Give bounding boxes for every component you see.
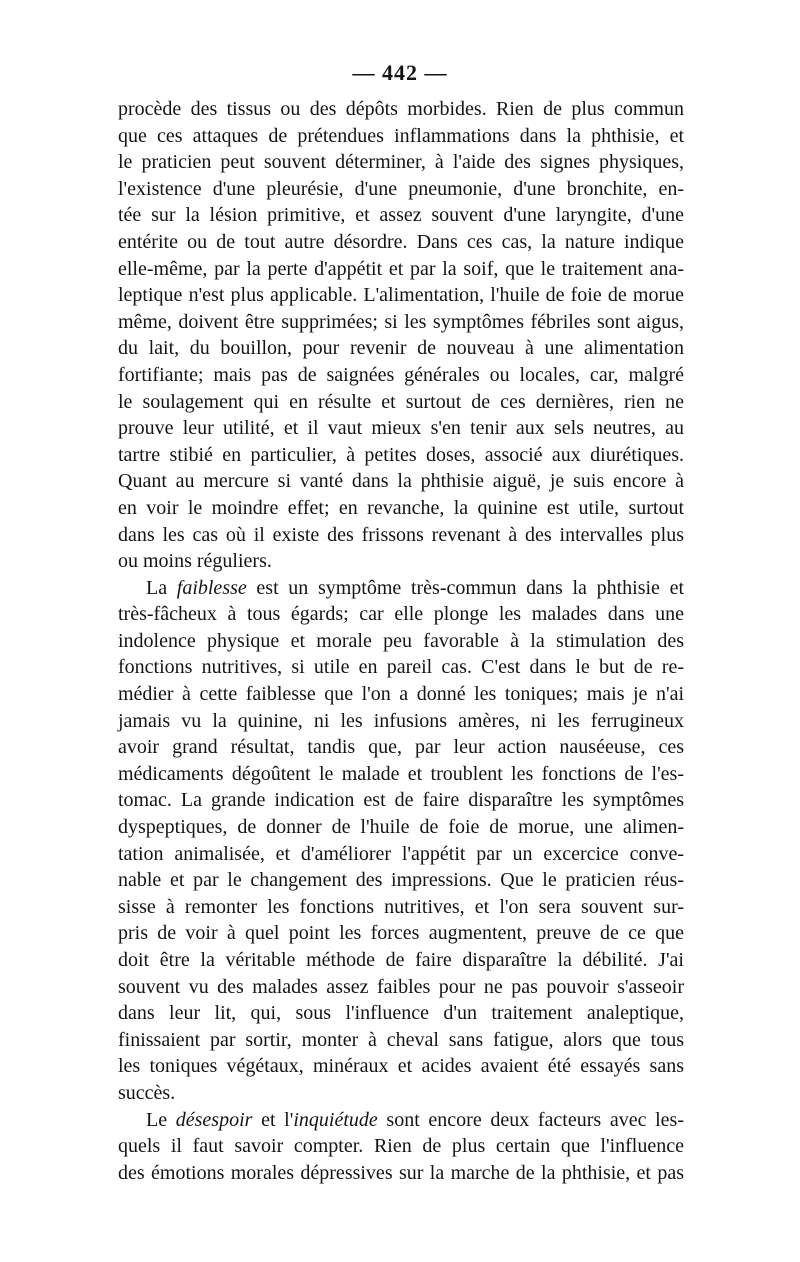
text-line: même, doivent être supprimées; si les symptômes fébriles sont aigus, bbox=[118, 310, 684, 333]
text-line: médicaments dégoûtent le malade et troublent les fonctions de l'es- bbox=[118, 762, 684, 785]
text-line: jamais vu la quinine, ni les infusions amères, ni les ferrugineux bbox=[118, 709, 684, 732]
text-line: l'existence d'une pleurésie, d'une pneumonie, d'une bronchite, en- bbox=[118, 177, 684, 200]
text-line: pris de voir à quel point les forces augmentent, preuve de ce que bbox=[118, 922, 684, 945]
emphasized-term: faiblesse bbox=[176, 576, 247, 599]
text-line: le soulagement qui en résulte et surtout de ces dernières, rien ne bbox=[118, 390, 684, 413]
text-line: succès. bbox=[118, 1081, 176, 1104]
text-line: tartre stibié en particulier, à petites doses, associé aux diurétiques. bbox=[118, 443, 684, 466]
text-line: souvent vu des malades assez faibles pour ne pas pouvoir s'asseoir bbox=[118, 975, 684, 998]
text-line: Quant au mercure si vanté dans la phthisie aiguë, je suis encore à bbox=[118, 470, 684, 493]
text-run: sont encore deux facteurs avec les- bbox=[377, 1108, 684, 1131]
body-text bbox=[118, 96, 684, 1186]
text-line: entérite ou de tout autre désordre. Dans ces cas, la nature indique bbox=[118, 230, 684, 253]
text-line: avoir grand résultat, tandis que, par leur action nauséeuse, ces bbox=[118, 736, 684, 759]
text-line: le praticien peut souvent déterminer, à l'aide des signes physiques, bbox=[118, 151, 684, 174]
text-line: en voir le moindre effet; en revanche, la quinine est utile, surtout bbox=[118, 496, 684, 519]
emphasized-term: inquiétude bbox=[293, 1108, 378, 1131]
text-run: et l' bbox=[252, 1108, 294, 1131]
text-line: des émotions morales dépressives sur la marche de la phthisie, et pas bbox=[118, 1161, 684, 1184]
text-line: tée sur la lésion primitive, et assez souvent d'une laryngite, d'une bbox=[118, 204, 684, 227]
text-line: fortifiante; mais pas de saignées générales ou locales, car, malgré bbox=[118, 363, 684, 386]
text-line: indolence physique et morale peu favorable à la stimulation des bbox=[118, 629, 684, 652]
text-line: tomac. La grande indication est de faire disparaître les symptômes bbox=[118, 789, 684, 812]
text-line: les toniques végétaux, minéraux et acides avaient été essayés sans bbox=[118, 1055, 684, 1078]
text-line bbox=[118, 1107, 684, 1134]
text-line: très-fâcheux à tous égards; car elle plonge les malades dans une bbox=[118, 603, 684, 626]
emphasized-term: désespoir bbox=[175, 1108, 253, 1131]
text-line: dyspeptiques, de donner de l'huile de foie de morue, une alimen- bbox=[118, 816, 684, 839]
text-line: ou moins réguliers. bbox=[118, 550, 272, 573]
text-line: doit être la véritable méthode de faire disparaître la débilité. J'ai bbox=[118, 949, 684, 971]
text-line: médier à cette faiblesse que l'on a donné les toniques; mais je n'ai bbox=[118, 683, 684, 706]
text-line: dans les cas où il existe des frissons revenant à des intervalles plus bbox=[118, 523, 684, 546]
text-line: du lait, du bouillon, pour revenir de nouveau à une alimentation bbox=[118, 337, 684, 360]
text-run: La bbox=[146, 576, 177, 599]
text-line bbox=[118, 575, 684, 602]
text-run: Le bbox=[146, 1108, 176, 1131]
text-line: sisse à remonter les fonctions nutritives, et l'on sera souvent sur- bbox=[118, 895, 684, 918]
text-line: quels il faut savoir compter. Rien de plus certain que l'influence bbox=[118, 1135, 684, 1158]
text-line: dans leur lit, qui, sous l'influence d'un traitement analeptique, bbox=[118, 1002, 684, 1025]
page-number: — 442 — bbox=[352, 60, 448, 85]
text-line: fonctions nutritives, si utile en pareil cas. C'est dans le but de re- bbox=[118, 656, 684, 679]
text-line: que ces attaques de prétendues inflammations dans la phthisie, et bbox=[118, 124, 684, 147]
text-line: nable et par le changement des impressions. Que le praticien réus- bbox=[118, 869, 684, 892]
text-line: procède des tissus ou des dépôts morbides. Rien de plus commun bbox=[118, 98, 684, 120]
text-run: est un symptôme très-commun dans la phthisie et bbox=[246, 576, 685, 599]
text-line: elle-même, par la perte d'appétit et par la soif, que le traitement ana- bbox=[118, 257, 684, 280]
text-line: finissaient par sortir, monter à cheval sans fatigue, alors que tous bbox=[118, 1028, 684, 1051]
text-line: prouve leur utilité, et il vaut mieux s'en tenir aux sels neutres, au bbox=[118, 417, 684, 440]
text-line: tation animalisée, et d'améliorer l'appétit par un excercice conve- bbox=[118, 842, 684, 865]
text-line: leptique n'est plus applicable. L'alimentation, l'huile de foie de morue bbox=[118, 284, 684, 307]
